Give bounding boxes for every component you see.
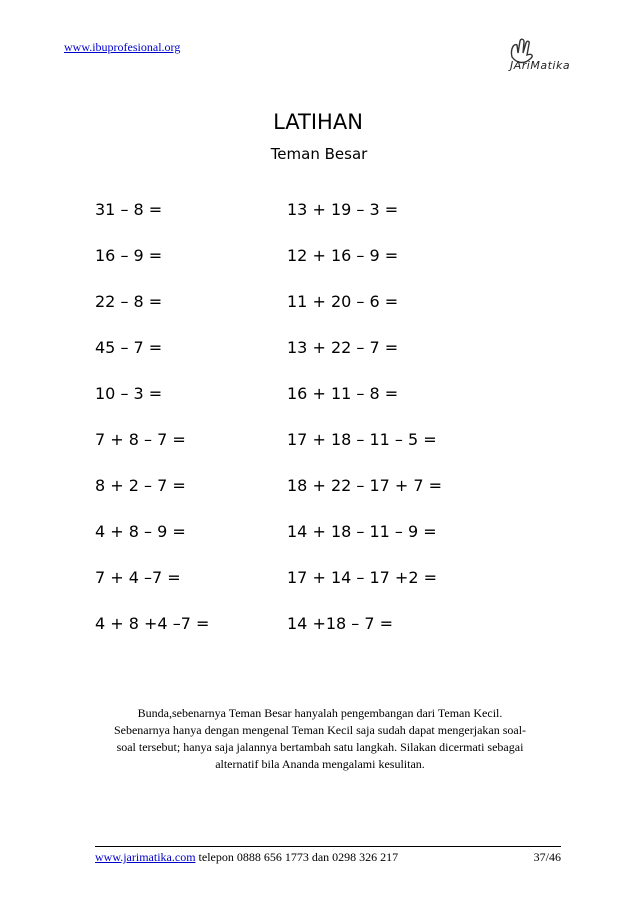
problem-row [95, 384, 575, 430]
problem-left: 7 + 4 –7 = [95, 568, 181, 587]
problem-right: 17 + 18 – 11 – 5 = [287, 430, 437, 449]
problem-row [95, 476, 575, 522]
footer-divider [95, 846, 561, 847]
problem-left: 31 – 8 = [95, 200, 163, 219]
problem-row [95, 522, 575, 568]
page-title: LATIHAN [273, 110, 363, 134]
problem-right: 14 +18 – 7 = [287, 614, 394, 633]
footer-link[interactable]: www.jarimatika.com [95, 850, 196, 864]
problem-row [95, 430, 575, 476]
page-number: 37/46 [533, 850, 561, 864]
problem-row [95, 292, 575, 338]
problem-left: 16 – 9 = [95, 246, 163, 265]
problem-left: 4 + 8 – 9 = [95, 522, 186, 541]
problem-row [95, 568, 575, 614]
note-paragraph [90, 705, 550, 773]
problem-row [95, 338, 575, 384]
problem-row [95, 614, 575, 660]
jarimatika-logo [500, 35, 570, 75]
problem-right: 18 + 22 – 17 + 7 = [287, 476, 443, 495]
note-line: Sebenarnya hanya dengan mengenal Teman Kecil saja sudah dapat mengerjakan soal- [113, 723, 527, 737]
problem-row [95, 200, 575, 246]
problem-right: 13 + 22 – 7 = [287, 338, 399, 357]
problem-left: 8 + 2 – 7 = [95, 476, 186, 495]
note-line: Bunda,sebenarnya Teman Besar hanyalah pengembangan dari Teman Kecil. [137, 706, 503, 720]
logo-text: JAriMatika [510, 59, 571, 72]
note-line: soal tersebut; hanya saja jalannya bertambah satu langkah. Silakan dicermati sebagai [116, 740, 524, 754]
problem-left: 10 – 3 = [95, 384, 163, 403]
footer [95, 850, 561, 865]
problem-left: 45 – 7 = [95, 338, 163, 357]
problem-right: 13 + 19 – 3 = [287, 200, 399, 219]
problem-right: 16 + 11 – 8 = [287, 384, 399, 403]
problem-left: 7 + 8 – 7 = [95, 430, 186, 449]
page-subtitle: Teman Besar [270, 145, 368, 163]
footer-contact: telepon 0888 656 1773 dan 0298 326 217 [195, 850, 399, 864]
problem-right: 14 + 18 – 11 – 9 = [287, 522, 437, 541]
problem-right: 17 + 14 – 17 +2 = [287, 568, 437, 587]
problem-left: 22 – 8 = [95, 292, 163, 311]
problem-row [95, 246, 575, 292]
problem-right: 11 + 20 – 6 = [287, 292, 399, 311]
problem-left: 4 + 8 +4 –7 = [95, 614, 210, 633]
site-link[interactable]: www.ibuprofesional.org [64, 40, 181, 54]
note-line: alternatif bila Ananda mengalami kesulitan. [215, 757, 425, 771]
problem-right: 12 + 16 – 9 = [287, 246, 399, 265]
problem-list [95, 200, 575, 660]
